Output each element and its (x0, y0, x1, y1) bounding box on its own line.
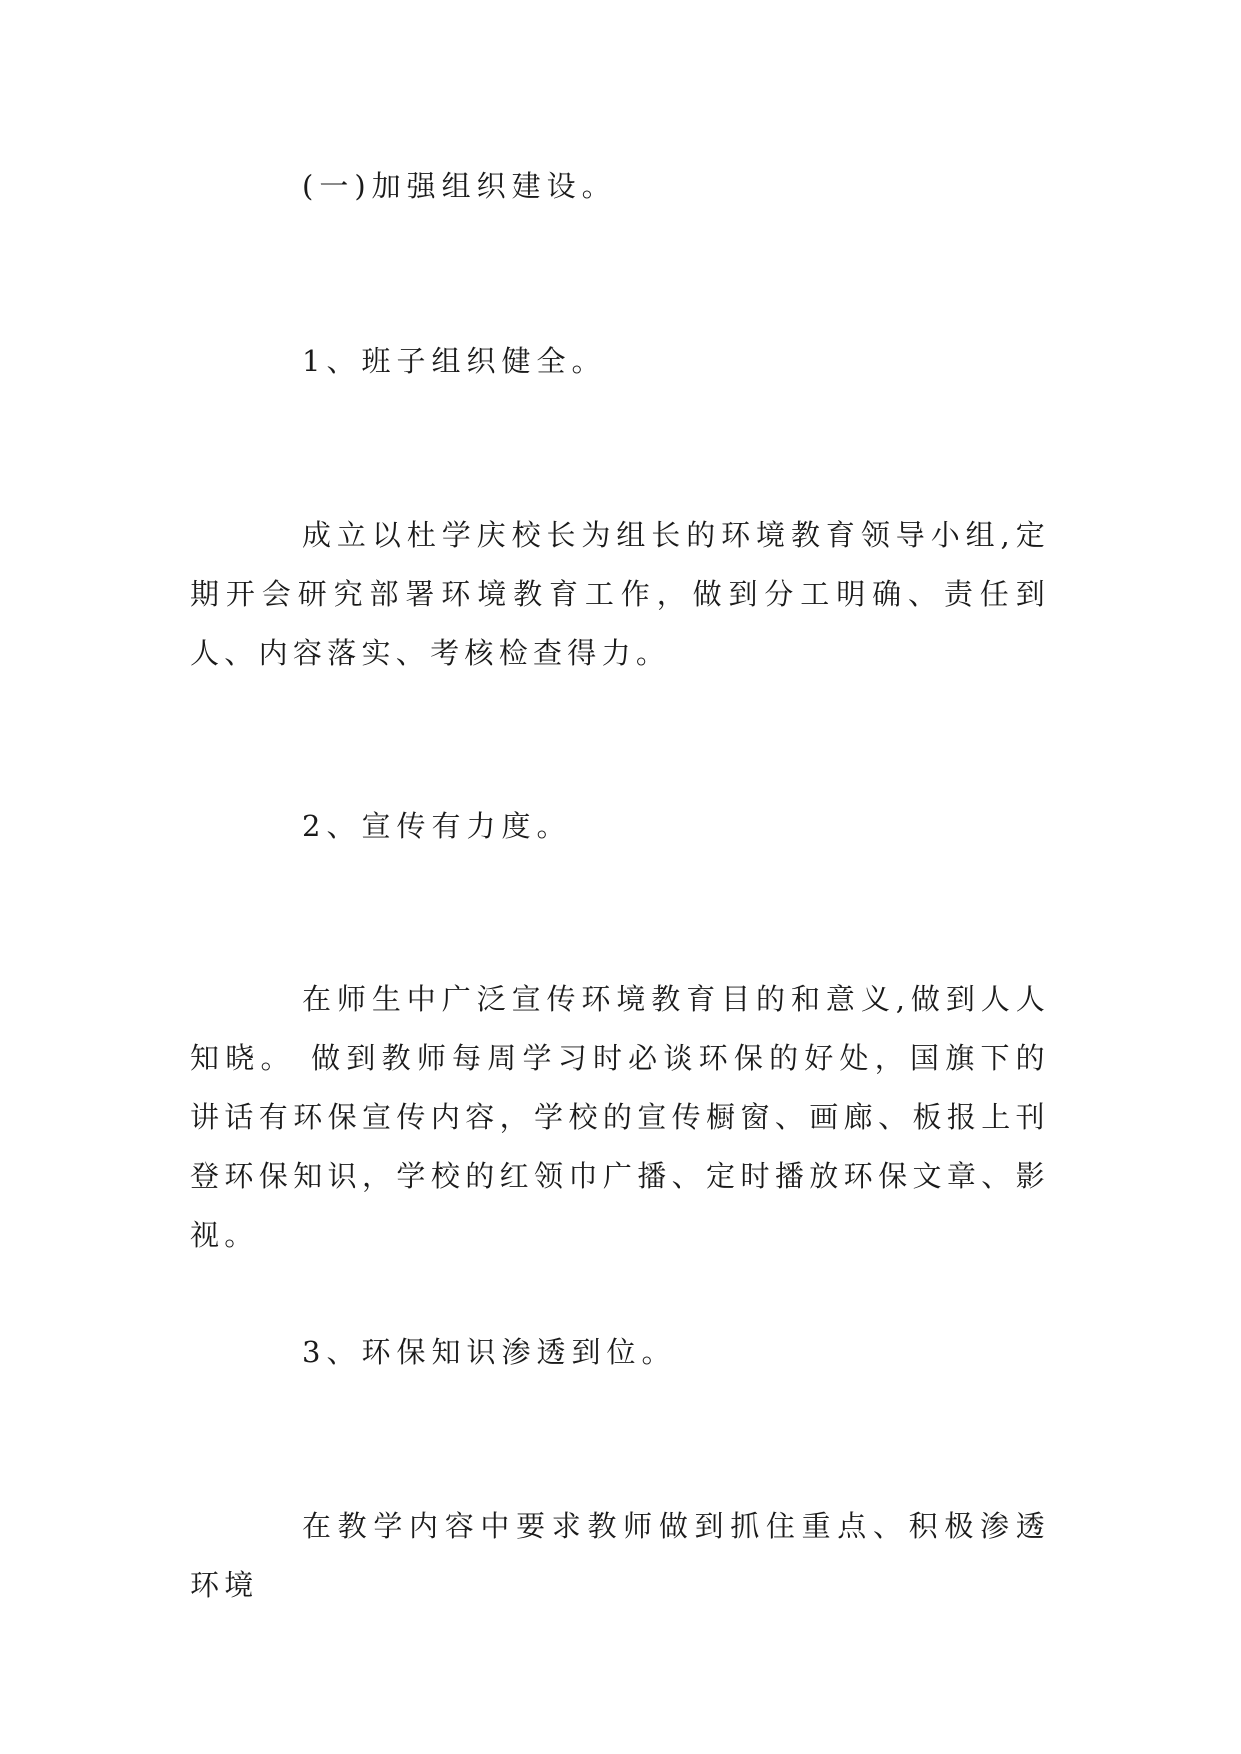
item-2-title: 2、宣传有力度。 (302, 809, 572, 843)
item-3-title: 3、环保知识渗透到位。 (302, 1335, 677, 1369)
item-1-title: 1、班子组织健全。 (302, 344, 607, 378)
item-3-body: 在教学内容中要求教师做到抓住重点、积极渗透环境 (190, 1509, 1050, 1602)
section-heading: (一)加强组织建设。 (302, 169, 617, 203)
item-2-body: 在师生中广泛宣传环境教育目的和意义,做到人人知晓。 做到教师每周学习时必谈环保的好处，国旗下的讲话有环保宣传内容，学校的宣传橱窗、画廊、板报上刊登环保知识，学校的红领巾广播、定时播放环保文章、影视。 (190, 982, 1050, 1252)
item-1-body: 成立以杜学庆校长为组长的环境教育领导小组,定期开会研究部署环境教育工作，做到分工明确、责任到人、内容落实、考核检查得力。 (190, 518, 1050, 670)
